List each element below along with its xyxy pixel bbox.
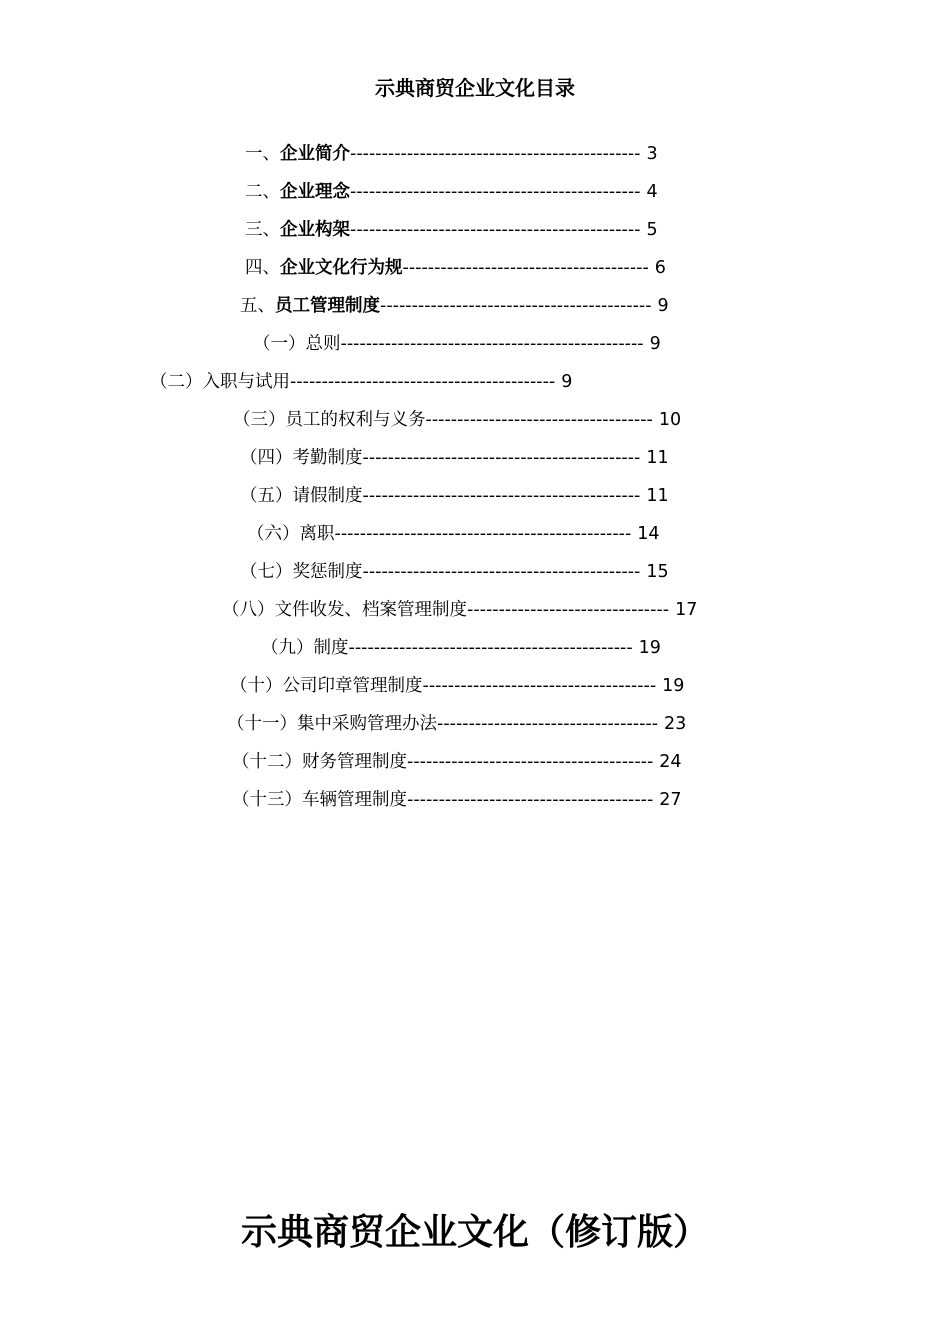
toc-entry-page: 9 (657, 296, 669, 316)
toc-entry-leader: -------------------------------------------- (362, 448, 641, 468)
toc-entry-label: （三）员工的权利与义务 (233, 410, 426, 430)
toc-entry-number: 二、 (245, 182, 280, 202)
toc-entry-label: （一）总则 (253, 334, 341, 354)
toc-entry-label: 企业文化行为规 (280, 258, 403, 278)
toc-entry-label: 企业简介 (280, 144, 350, 164)
toc-entry[interactable] (240, 445, 669, 471)
toc-entry[interactable] (240, 483, 669, 509)
toc-entry-number: 五、 (240, 296, 275, 316)
toc-entry-page: 24 (659, 752, 682, 772)
toc-entry-page: 3 (646, 144, 658, 164)
toc-entry-leader: ---------------------------------------------- (350, 182, 641, 202)
toc-entry[interactable] (245, 179, 658, 205)
toc-entry-page: 9 (649, 334, 661, 354)
toc-entry-label: （十二）财务管理制度 (232, 752, 407, 772)
toc-entry-leader: ----------------------------------- (437, 714, 659, 734)
toc-entry-label: 企业构架 (280, 220, 350, 240)
toc-entry-label: （十）公司印章管理制度 (230, 676, 423, 696)
toc-entry-leader: --------------------------------------- (402, 258, 649, 278)
toc-entry-label: （八）文件收发、档案管理制度 (222, 600, 467, 620)
toc-entry-leader: ----------------------------------------------- (334, 524, 632, 544)
toc-entry-page: 17 (675, 600, 698, 620)
toc-entry-leader: -------------------------------- (467, 600, 670, 620)
toc-entry-page: 11 (646, 448, 669, 468)
toc-entry[interactable] (233, 407, 681, 433)
toc-entry-page: 27 (659, 790, 682, 810)
toc-entry-leader: -------------------------------------------- (362, 486, 641, 506)
toc-entry-label: （十一）集中采购管理办法 (227, 714, 437, 734)
toc-entry-leader: -------------------------------------------- (362, 562, 641, 582)
toc-entry-page: 14 (637, 524, 660, 544)
toc-entry[interactable] (222, 597, 697, 623)
toc-entry-leader: --------------------------------------------- (348, 638, 633, 658)
toc-entry-label: （六）离职 (247, 524, 335, 544)
toc-entry[interactable] (232, 787, 682, 813)
toc-entry-page: 19 (662, 676, 685, 696)
toc-entry-page: 9 (561, 372, 573, 392)
toc-entry-leader: ------------------------------------- (422, 676, 657, 696)
toc-entry-page: 6 (654, 258, 666, 278)
toc-entry-page: 11 (646, 486, 669, 506)
toc-entry[interactable] (227, 711, 686, 737)
toc-entry[interactable] (150, 369, 572, 395)
toc-entry-number: 四、 (245, 258, 280, 278)
toc-entry-label: （四）考勤制度 (240, 448, 363, 468)
toc-entry-label: （二）入职与试用 (150, 372, 290, 392)
toc-entry-leader: ------------------------------------------- (380, 296, 652, 316)
toc-entry-label: （五）请假制度 (240, 486, 363, 506)
toc-entry[interactable] (247, 521, 660, 547)
toc-entry-label: 企业理念 (280, 182, 350, 202)
toc-entry[interactable] (261, 635, 661, 661)
toc-entry-leader: ---------------------------------------------- (350, 220, 641, 240)
toc-entry[interactable] (245, 141, 658, 167)
toc-entry[interactable] (245, 255, 666, 281)
document-title: 示典商贸企业文化（修订版） (240, 1212, 709, 1253)
toc-entry-leader: --------------------------------------- (407, 790, 654, 810)
toc-entry-page: 10 (658, 410, 682, 430)
toc-entry-number: 一、 (245, 144, 280, 164)
toc-entry-label: （十三）车辆管理制度 (232, 790, 407, 810)
toc-title: 示典商贸企业文化目录 (375, 76, 575, 100)
toc-entry[interactable] (245, 217, 658, 243)
toc-entry-label: 员工管理制度 (275, 296, 380, 316)
toc-entry-label: （七）奖惩制度 (240, 562, 363, 582)
toc-entry-page: 5 (646, 220, 658, 240)
toc-entry[interactable] (232, 749, 682, 775)
toc-entry-leader: ---------------------------------------------- (350, 144, 641, 164)
toc-entry-label: （九）制度 (261, 638, 349, 658)
toc-entry-leader: ------------------------------------ (425, 410, 653, 430)
toc-entry-leader: ------------------------------------------------ (340, 334, 644, 354)
toc-entry-page: 15 (646, 562, 669, 582)
toc-entry[interactable] (240, 559, 669, 585)
toc-entry-page: 19 (638, 638, 661, 658)
toc-entry-leader: --------------------------------------- (407, 752, 654, 772)
toc-entry-number: 三、 (245, 220, 280, 240)
toc-entry[interactable] (240, 293, 669, 319)
toc-entry-page: 4 (646, 182, 658, 202)
toc-entry-leader: ------------------------------------------ (290, 372, 556, 392)
toc-entry[interactable] (230, 673, 684, 699)
toc-entry-page: 23 (664, 714, 687, 734)
toc-entry[interactable] (253, 331, 661, 357)
